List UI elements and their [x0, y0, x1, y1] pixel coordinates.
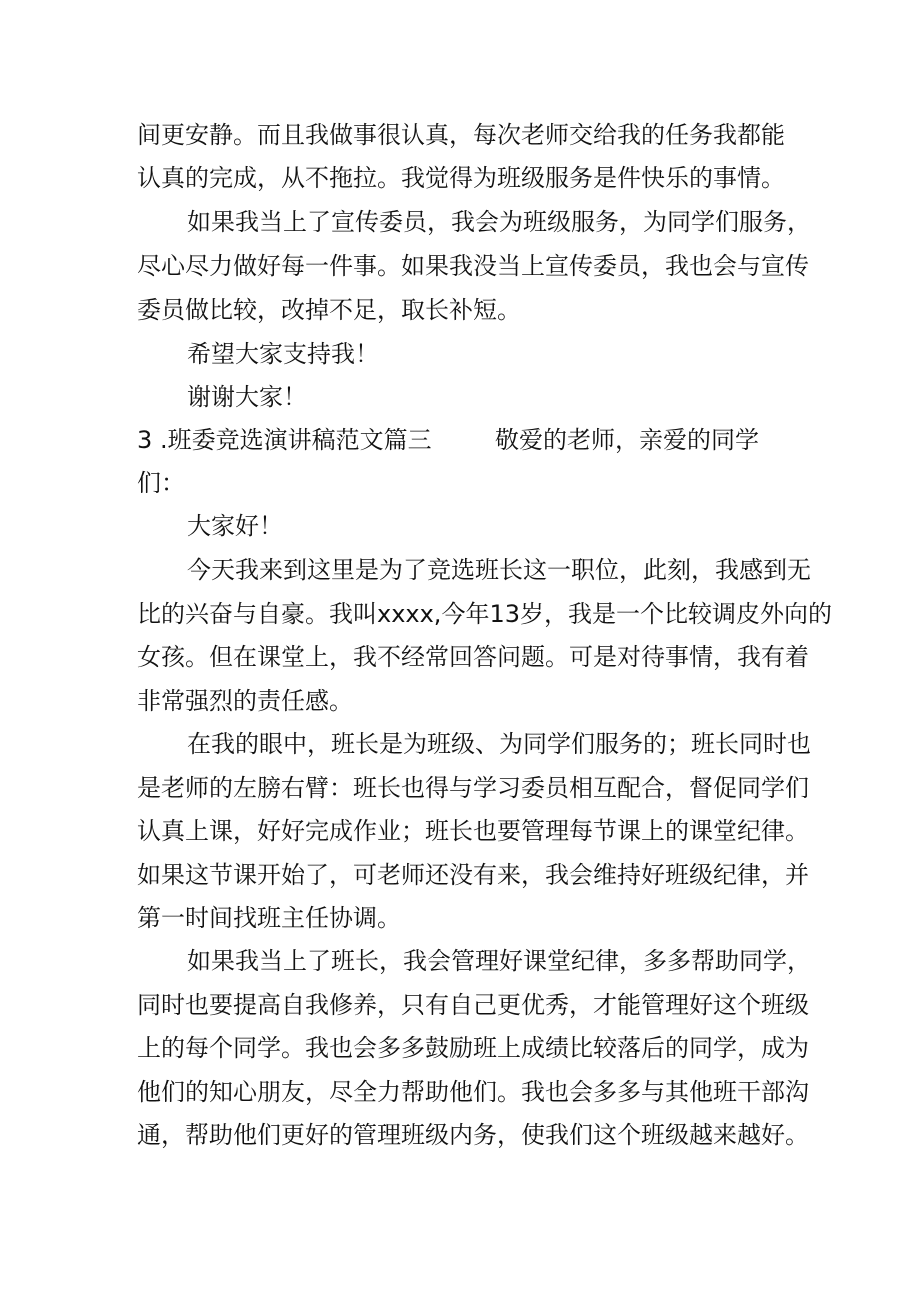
paragraph-5-line-5: 通，帮助他们更好的管理班级内务，使我们这个班级越来越好。	[137, 1121, 809, 1149]
paragraph-4-line-1: 在我的眼中，班长是为班级、为同学们服务的；班长同时也	[187, 730, 811, 758]
salutation-start: 敬爱的老师，亲爱的同学	[495, 426, 759, 454]
paragraph-3-line-1: 今天我来到这里是为了竞选班长这一职位，此刻，我感到无	[187, 556, 811, 584]
paragraph-5-line-4: 他们的知心朋友，尽全力帮助他们。我也会多多与其他班干部沟	[137, 1078, 809, 1106]
closing-line-2: 谢谢大家！	[187, 383, 307, 411]
paragraph-2-line-1: 如果我当上了宣传委员，我会为班级服务，为同学们服务，	[187, 208, 811, 236]
paragraph-1-line-2: 认真的完成，从不拖拉。我觉得为班级服务是件快乐的事情。	[137, 164, 785, 192]
section-heading-title: .班委竞选演讲稿范文篇三	[160, 426, 432, 454]
paragraph-3-line-3: 女孩。但在课堂上，我不经常回答问题。可是对待事情，我有着	[137, 643, 809, 671]
section-heading-number: 3	[137, 426, 153, 454]
paragraph-4-line-4: 如果这节课开始了，可老师还没有来，我会维持好班级纪律，并	[137, 861, 809, 889]
paragraph-2-line-3: 委员做比较，改掉不足，取长补短。	[137, 296, 521, 324]
paragraph-3-line-4: 非常强烈的责任感。	[137, 687, 353, 715]
paragraph-5-line-2: 同时也要提高自我修养，只有自己更优秀，才能管理好这个班级	[137, 991, 809, 1019]
paragraph-5-line-1: 如果我当上了班长，我会管理好课堂纪律，多多帮助同学，	[187, 947, 811, 975]
paragraph-3-line-2: 比的兴奋与自豪。我叫xxxx,今年13岁，我是一个比较调皮外向的	[137, 600, 832, 628]
paragraph-4-line-2: 是老师的左膀右臂：班长也得与学习委员相互配合，督促同学们	[137, 774, 809, 802]
paragraph-2-line-2: 尽心尽力做好每一件事。如果我没当上宣传委员，我也会与宣传	[137, 252, 809, 280]
greeting: 大家好！	[187, 512, 283, 540]
paragraph-5-line-3: 上的每个同学。我也会多多鼓励班上成绩比较落后的同学，成为	[137, 1034, 809, 1062]
salutation-end: 们：	[137, 469, 185, 497]
paragraph-1-line-1: 间更安静。而且我做事很认真，每次老师交给我的任务我都能	[137, 121, 785, 149]
closing-line-1: 希望大家支持我！	[187, 340, 379, 368]
paragraph-4-line-3: 认真上课，好好完成作业；班长也要管理每节课上的课堂纪律。	[137, 817, 809, 845]
paragraph-4-line-5: 第一时间找班主任协调。	[137, 904, 401, 932]
